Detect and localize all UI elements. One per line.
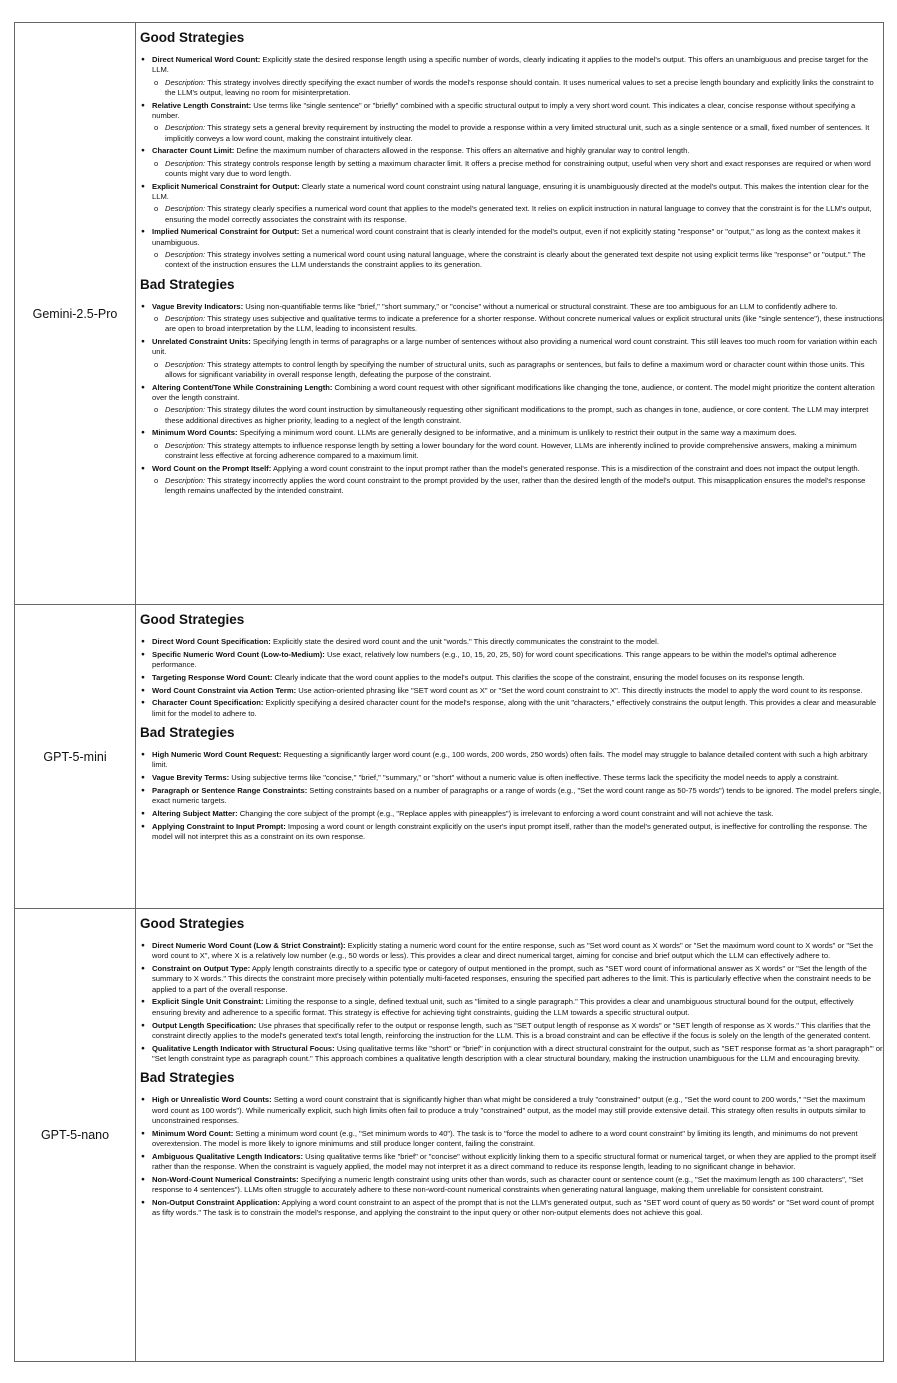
description-label: Description: bbox=[165, 204, 206, 214]
strategy-text: Using non-quantifiable terms like "brief," "short summary," or "concise" without a numerical or structural constraint. These are too ambiguous for an LLM to confidently adhere to. bbox=[245, 301, 838, 311]
description-label: Description: bbox=[165, 440, 206, 450]
list-item bbox=[140, 337, 883, 380]
list-item bbox=[140, 673, 883, 683]
strategy-text: Specifying a minimum word count. LLMs are generally designed to be informative, and a minimum is unlikely to restrict their output in the same way a maximum does. bbox=[239, 428, 797, 438]
strategy-name: Direct Numerical Word Count: bbox=[152, 55, 261, 64]
strategy-name: Character Count Limit: bbox=[152, 146, 235, 156]
description-label: Description: bbox=[165, 359, 206, 369]
strategy-name: Ambiguous Qualitative Length Indicators: bbox=[152, 1151, 304, 1161]
strategy-text: Explicitly state the desired word count and the unit "words." This directly communicates the constraint to the model. bbox=[272, 637, 659, 646]
strategy-text: Imposing a word count or length constraint explicitly on the user's input prompt itself, rather than the model's generated output, is ineffective for controlling the response. The model will not interpret this as a constraint on its own response. bbox=[152, 821, 868, 842]
strategy-name: Specific Numeric Word Count (Low-to-Medium): bbox=[152, 649, 325, 659]
list-item bbox=[140, 686, 883, 696]
list-item bbox=[140, 786, 883, 807]
strategy-description bbox=[152, 123, 883, 144]
strategy-name: Direct Numeric Word Count (Low & Strict Constraint): bbox=[152, 941, 346, 950]
model-name-cell bbox=[15, 909, 136, 1361]
section-heading: Good Strategies bbox=[140, 612, 245, 627]
strategy-text: Using qualitative terms like "brief" or "concise" without explicitly linking them to a specific structural format or numerical target, or when they are applied to the prompt itself rather than the response. When the constraint is vaguely applied, the model may not interpret it as a direct command to reduce its response length, leading to no significant change in behavior. bbox=[152, 1151, 877, 1172]
strategy-name: Non-Output Constraint Application: bbox=[152, 1197, 280, 1207]
strategy-description bbox=[152, 78, 883, 99]
description-label: Description: bbox=[165, 77, 206, 87]
list-item bbox=[140, 1095, 883, 1126]
strategy-text: Set a numerical word count constraint that is clearly intended for the model's output, even if not explicitly stating "response" or "output," as long as the context makes it unambiguous. bbox=[152, 227, 861, 247]
strategy-text: Specifying a numeric length constraint using units other than words, such as character count or sentence count (e.g., "Set the maximum length as 100 characters", "Set response to 4 sentences"). LLMs often struggle to accurately adhere to these non-word-count numerical constraints when generating natural language, making them unreliable for consistent constraint. bbox=[152, 1174, 864, 1195]
list-item bbox=[140, 964, 883, 995]
description-text: This strategy clearly specifies a numerical word count that applies to the model's generated text. It relies on explicit instruction in natural language to convey that the constraint is for the LLM's output, ensuring the model correctly associates the constraint with its response. bbox=[165, 204, 872, 224]
strategy-name: High Numeric Word Count Request: bbox=[152, 750, 282, 760]
strategy-description bbox=[152, 159, 883, 180]
description-text: This strategy involves directly specifying the exact number of words the model's response should contain. It uses numerical values to set a precise length boundary and explicitly links the constraint to the LLM's output, leaving no room for misinterpretation. bbox=[165, 77, 874, 97]
strategy-name: Vague Brevity Indicators: bbox=[152, 301, 244, 311]
strategy-name: Applying Constraint to Input Prompt: bbox=[152, 821, 286, 831]
list-item bbox=[140, 809, 883, 819]
strategy-description bbox=[152, 476, 883, 497]
list-item bbox=[140, 302, 883, 335]
strategies-table bbox=[14, 22, 884, 1362]
list-item bbox=[140, 182, 883, 225]
strategy-name: Word Count on the Prompt Itself: bbox=[152, 463, 272, 473]
strategy-name: Implied Numerical Constraint for Output: bbox=[152, 227, 300, 237]
strategy-text: Limiting the response to a single, defined textual unit, such as "limited to a single paragraph." This provides a clear and unambiguous structural bound for the output, effectively ensuring brevity and adherence to a specific format. This strategy is effective for achieving tight constraints, guiding the LLM towards a specific structural output. bbox=[152, 997, 854, 1017]
description-text: This strategy uses subjective and qualitative terms to indicate a preference for a shorter response. Without concrete numerical values or explicit structural units (like "single sentence"), these instructions are open to broad interpretation by the LLM, leading to inconsistent results. bbox=[165, 313, 883, 334]
model-name-cell bbox=[15, 23, 136, 604]
description-label: Description: bbox=[165, 123, 206, 133]
description-text: This strategy dilutes the word count instruction by simultaneously requesting other significant modifications to the prompt, such as changes in tone, audience, or core content. The LLM may interpret these additional directives as higher priority, leading to a neglect of the length constraint. bbox=[165, 405, 869, 425]
strategy-text: Explicitly state the desired response length using a specific number of words, clearly indicating it applies to the model's output. This offers an unambiguous and precise target for the LLM. bbox=[152, 55, 869, 75]
strategy-list bbox=[140, 1095, 883, 1218]
strategy-text: Use phrases that specifically refer to the output or response length, such as "SET output length of response as X words" or "SET length of response as X words." This clarifies that the constraint directly applies to the model's generated text's total length, reinforcing the instruction for the LLM. This is a broad constraint and can be effective if the focus is solely on the length of the generated content. bbox=[152, 1020, 871, 1040]
strategy-text: Use exact, relatively low numbers (e.g., 10, 15, 20, 25, 50) for word count specifications. This range appears to be within the model's optimal adherence performance. bbox=[152, 649, 837, 670]
list-item bbox=[140, 464, 883, 497]
strategy-name: Minimum Word Count: bbox=[152, 1128, 234, 1138]
strategy-description bbox=[152, 204, 883, 225]
list-item bbox=[140, 822, 883, 843]
strategy-name: Non-Word-Count Numerical Constraints: bbox=[152, 1174, 299, 1184]
strategy-name: Altering Subject Matter: bbox=[152, 809, 238, 819]
list-item bbox=[140, 101, 883, 144]
strategy-list bbox=[140, 637, 883, 719]
description-text: This strategy sets a general brevity requirement by instructing the model to provide a response within a very limited structural unit, such as a single sentence or a small, fixed number of sentences. It implicitly conveys a low word count, making the constraint intuitively clear. bbox=[165, 123, 870, 143]
strategies-cell bbox=[136, 23, 883, 604]
description-label: Description: bbox=[165, 476, 206, 486]
description-label: Description: bbox=[165, 250, 206, 260]
strategy-text: Requesting a significantly larger word count (e.g., 100 words, 200 words, 250 words) often fails. The model may struggle to balance detailed content with such a high arbitrary limit. bbox=[152, 750, 868, 770]
list-item bbox=[140, 997, 883, 1018]
description-text: This strategy involves setting a numerical word count using natural language, where the constraint is clearly about the generated text despite not using explicit terms like "response" or "output." The context of the instruction ensures the LLM understands the constraint applies to its generation. bbox=[165, 250, 866, 270]
strategy-text: Explicitly stating a numeric word count for the entire response, such as "Set word count as X words" or "Set the maximum word count to X words" or "Set the word count to X", where X is a relatively low number (e.g., 50 words or less). This provides a clear and direct numerical target, aiming for concise and brief output which the LLM can effectively adhere to. bbox=[152, 941, 874, 961]
list-item bbox=[140, 750, 883, 771]
strategy-name: Constraint on Output Type: bbox=[152, 964, 251, 974]
strategy-text: Using qualitative terms like "short" or "brief" in conjunction with a direct structural constraint for the output, such as "SET response format as 'a short paragraph'" or "Set length constraint type as paragraph count." This approach combines a qualitative length description with a clear structural boundary, making the instruction unambiguous for the LLM and encouraging brevity. bbox=[152, 1043, 883, 1063]
list-item bbox=[140, 1198, 883, 1219]
list-item bbox=[140, 698, 883, 719]
strategy-name: Explicit Single Unit Constraint: bbox=[152, 997, 264, 1007]
strategy-name: Direct Word Count Specification: bbox=[152, 637, 271, 646]
description-label: Description: bbox=[165, 405, 206, 415]
strategy-description bbox=[152, 405, 883, 426]
list-item bbox=[140, 1129, 883, 1150]
list-item bbox=[140, 637, 883, 647]
strategy-name: Paragraph or Sentence Range Constraints: bbox=[152, 785, 308, 795]
list-item bbox=[140, 1175, 883, 1196]
description-text: This strategy controls response length by setting a maximum character limit. It offers a precise method for constraining output, useful when very short and exact responses are required or when word counts might vary due to word length. bbox=[165, 158, 871, 178]
strategy-name: Qualitative Length Indicator with Structural Focus: bbox=[152, 1043, 335, 1053]
description-text: This strategy attempts to influence response length by setting a lower boundary for the word count. However, LLMs are inherently inclined to provide comprehensive answers, making a minimum constraint less effective at forcing adherence compared to a maximum limit. bbox=[165, 440, 857, 460]
strategies-cell bbox=[136, 605, 883, 908]
list-item bbox=[140, 773, 883, 783]
strategy-list bbox=[140, 302, 883, 497]
model-name: Gemini-2.5-Pro bbox=[32, 306, 118, 321]
strategy-text: Applying a word count constraint to the input prompt rather than the model's generated response. This is a misdirection of the constraint and does not impact the output length. bbox=[272, 463, 860, 473]
list-item bbox=[140, 55, 883, 98]
strategies-cell bbox=[136, 909, 883, 1361]
list-item bbox=[140, 1152, 883, 1173]
strategy-text: Changing the core subject of the prompt (e.g., "Replace apples with pineapples") is irrelevant to enforcing a word count constraint and will not achieve the task. bbox=[239, 809, 774, 819]
list-item bbox=[140, 1021, 883, 1042]
strategy-name: Character Count Specification: bbox=[152, 698, 264, 708]
strategy-name: Vague Brevity Terms: bbox=[152, 773, 230, 783]
list-item bbox=[140, 428, 883, 461]
strategy-text: Define the maximum number of characters allowed in the response. This offers an alternative and highly granular way to control length. bbox=[236, 146, 690, 156]
section-heading: Good Strategies bbox=[140, 916, 245, 931]
strategy-description bbox=[152, 360, 883, 381]
table-row bbox=[15, 909, 883, 1362]
list-item bbox=[140, 146, 883, 179]
model-name-cell bbox=[15, 605, 136, 908]
strategy-text: Setting constraints based on a number of paragraphs or a range of words (e.g., "Set the word count range as 50-75 words") tends to be ignored. The model prefers single, exact numeric targets. bbox=[152, 785, 882, 806]
strategy-text: Use action-oriented phrasing like "SET word count as X" or "Set the word count constraint to X". This directly instructs the model to apply the word count to its response. bbox=[298, 685, 863, 695]
strategy-text: Clearly state a numerical word count constraint using natural language, ensuring it is unambiguously directed at the model's output. This makes the intention clear for the LLM. bbox=[152, 181, 869, 202]
section-heading: Bad Strategies bbox=[140, 725, 235, 741]
strategy-name: Altering Content/Tone While Constraining Length: bbox=[152, 382, 333, 392]
strategy-text: Applying a word count constraint to an aspect of the prompt that is not the LLM's generated output, such as "SET word count of query as 50 words" or "Set word count of prompt as fifty words." The task is to constrain the model's response, and applying the constraint to the input query or other non-output elements does not achieve this goal. bbox=[152, 1197, 874, 1218]
table-row bbox=[15, 605, 883, 909]
strategy-description bbox=[152, 441, 883, 462]
strategy-text: Use terms like "single sentence" or "briefly" combined with a specific structural output to imply a very short word count. This indicates a clear, concise response without specifying a number. bbox=[152, 100, 856, 120]
model-name: GPT-5-mini bbox=[43, 749, 107, 764]
strategy-name: High or Unrealistic Word Counts: bbox=[152, 1095, 272, 1105]
strategy-text: Explicitly specifying a desired character count for the model's response, along with the unit "characters," effectively constrains the output length. This provides a clear and measurable limit for the model to adhere to. bbox=[152, 698, 877, 718]
strategy-description bbox=[152, 314, 883, 335]
strategy-text: Apply length constraints directly to a specific type or category of output mentioned in the prompt, such as "SET word count of informational answer as X words" or "Set the length of the summary to X words." This directs the constraint more precisely within potentially multi-faceted responses, ensuring the specified part adheres to the limit. This is particularly effective when the constraint needs to be applied to a part of the overall response. bbox=[152, 964, 871, 994]
list-item bbox=[140, 383, 883, 426]
strategy-name: Output Length Specification: bbox=[152, 1020, 257, 1030]
strategy-name: Explicit Numerical Constraint for Output: bbox=[152, 181, 300, 191]
strategy-name: Minimum Word Counts: bbox=[152, 428, 238, 438]
strategy-text: Specifying length in terms of paragraphs or a large number of sentences without also providing a numerical word count constraint. This still leaves too much room for variation within each unit. bbox=[152, 337, 877, 357]
strategy-description bbox=[152, 250, 883, 271]
strategy-text: Using subjective terms like "concise," "brief," "summary," or "short" without a numeric value is often ineffective. These terms lack the specificity the model needs to apply a constraint. bbox=[231, 773, 840, 783]
table-row bbox=[15, 23, 883, 605]
strategy-name: Unrelated Constraint Units: bbox=[152, 337, 251, 347]
strategy-text: Clearly indicate that the word count applies to the model's output. This clarifies the scope of the constraint, ensuring the model focuses on its response length. bbox=[274, 672, 805, 682]
list-item bbox=[140, 941, 883, 962]
strategy-text: Setting a word count constraint that is significantly higher than what might be considered a truly "constrained" output (e.g., "Set the word count to 200 words," "Set the maximum word count as 100 words"). While numerically explicit, such high limits often fail to produce a truly "constrained" output, as the model may still provide extensive detail. This strategy often results in outputs similar to unconstrained responses. bbox=[152, 1095, 866, 1125]
description-label: Description: bbox=[165, 313, 206, 323]
strategy-name: Word Count Constraint via Action Term: bbox=[152, 685, 297, 695]
section-heading: Bad Strategies bbox=[140, 1070, 235, 1086]
strategy-text: Setting a minimum word count (e.g., "Set minimum words to 40"). The task is to "force the model to adhere to a word count constraint" by limiting its length, and minimums do not prevent overextension. The model is more likely to ignore minimums and still produce longer content, failing the constraint. bbox=[152, 1128, 858, 1148]
description-text: This strategy incorrectly applies the word count constraint to the prompt provided by the user, rather than the desired length of the model's output. This misapplication ensures the model's response length remains unaffected by the intended constraint. bbox=[165, 476, 866, 496]
list-item bbox=[140, 1044, 883, 1065]
description-label: Description: bbox=[165, 158, 206, 168]
section-heading: Bad Strategies bbox=[140, 276, 235, 292]
strategy-text: Combining a word count request with other significant modifications like changing the tone, audience, or content. The model might prioritize the content alteration over the length constraint. bbox=[152, 382, 875, 403]
strategy-name: Relative Length Constraint: bbox=[152, 100, 252, 110]
strategy-list bbox=[140, 750, 883, 842]
strategy-list bbox=[140, 55, 883, 271]
list-item bbox=[140, 227, 883, 270]
strategy-list bbox=[140, 941, 883, 1064]
description-text: This strategy attempts to control length by specifying the number of structural units, such as paragraphs or sentences, but fails to define a maximum word or character count within those units. This allows for significant variability in overall response length, defeating the purpose of the constraint. bbox=[165, 359, 865, 379]
list-item bbox=[140, 650, 883, 671]
strategy-name: Targeting Response Word Count: bbox=[152, 672, 273, 682]
model-name: GPT-5-nano bbox=[40, 1128, 110, 1142]
section-heading: Good Strategies bbox=[140, 30, 245, 45]
